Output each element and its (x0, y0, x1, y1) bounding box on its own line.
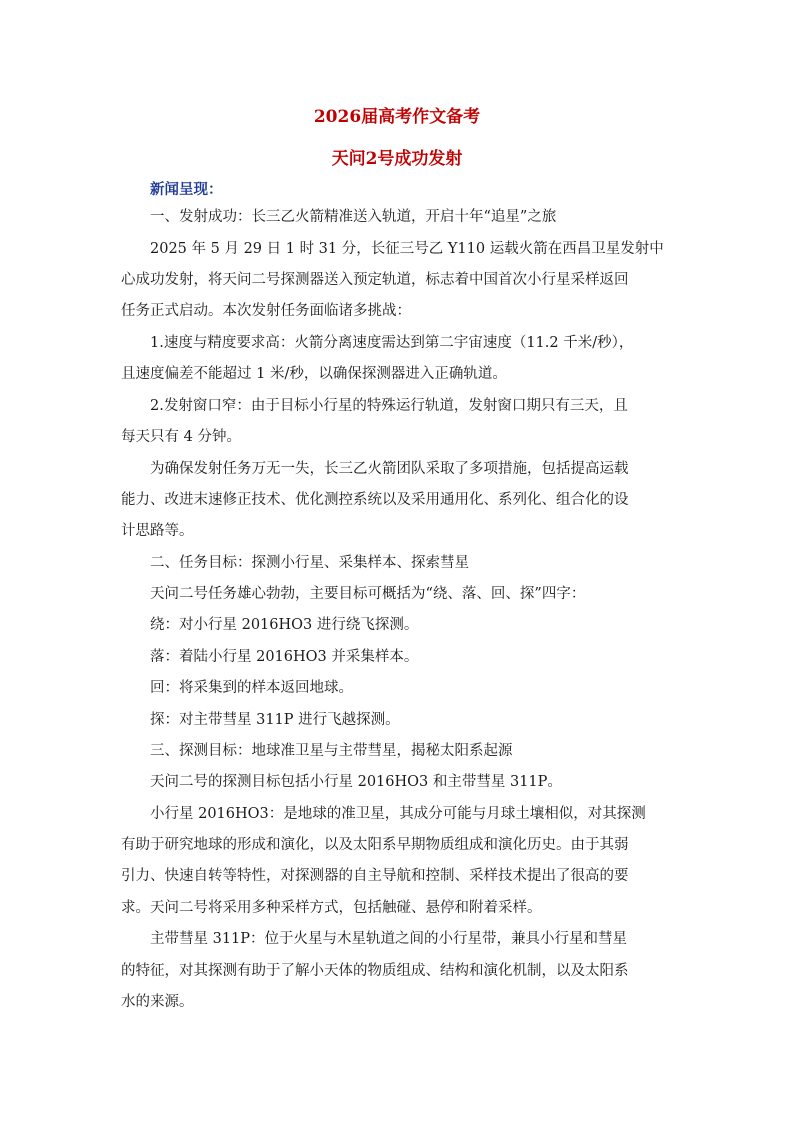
paragraph-line: 1.速度与精度要求高：火箭分离速度需达到第二宇宙速度（11.2 千米/秒）， (150, 335, 634, 351)
paragraph-line: 任务正式启动。本次发射任务面临诸多挑战： (121, 303, 411, 319)
paragraph-line: 有助于研究地球的形成和演化，以及太阳系早期物质组成和演化历史。由于其弱 (121, 837, 629, 853)
heading-mission-goals: 二、任务目标：探测小行星、采集样本、探索彗星 (150, 555, 469, 571)
list-item: 绕：对小行星 2016HO3 进行绕飞探测。 (150, 617, 419, 633)
paragraph-line: 计思路等。 (121, 523, 194, 539)
heading-launch-success: 一、发射成功：长三乙火箭精准送入轨道，开启十年“追星”之旅 (150, 209, 557, 225)
paragraph-line: 为确保发射任务万无一失，长三乙火箭团队采取了多项措施，包括提高运载 (150, 461, 629, 477)
paragraph-line: 引力、快速自转等特性，对探测器的自主导航和控制、采样技术提出了很高的要 (121, 868, 629, 884)
paragraph-line: 水的来源。 (121, 994, 194, 1010)
paragraph-line: 2.发射窗口窄：由于目标小行星的特殊运行轨道，发射窗口期只有三天，且 (150, 398, 628, 414)
document-title: 2026届高考作文备考 (313, 107, 481, 127)
list-item: 探：对主带彗星 311P 进行飞越探测。 (150, 712, 400, 728)
paragraph-line: 主带彗星 311P：位于火星与木星轨道之间的小行星带，兼具小行星和彗星 (150, 931, 628, 947)
paragraph-line: 小行星 2016HO3：是地球的准卫星，其成分可能与月球土壤相似，对其探测 (150, 806, 646, 822)
list-item: 落：着陆小行星 2016HO3 并采集样本。 (150, 649, 419, 665)
paragraph-line: 能力、改进末速修正技术、优化测控系统以及采用通用化、系列化、组合化的设 (121, 492, 629, 508)
paragraph-line: 求。天问二号将采用多种采样方式，包括触碰、悬停和附着采样。 (121, 900, 542, 916)
paragraph-line: 的特征，对其探测有助于了解小天体的物质组成、结构和演化机制，以及太阳系 (121, 963, 629, 979)
paragraph-line: 且速度偏差不能超过 1 米/秒，以确保探测器进入正确轨道。 (121, 366, 507, 382)
paragraph-line: 天问二号的探测目标包括小行星 2016HO3 和主带彗星 311P。 (150, 774, 562, 790)
list-item: 回：将采集到的样本返回地球。 (150, 680, 353, 696)
heading-detection-targets: 三、探测目标：地球准卫星与主带彗星，揭秘太阳系起源 (150, 743, 513, 759)
paragraph-line: 天问二号任务雄心勃勃，主要目标可概括为“绕、落、回、探”四字： (150, 586, 586, 602)
document-subtitle: 天问2号成功发射 (331, 149, 463, 169)
paragraph-line: 每天只有 4 分钟。 (121, 429, 241, 445)
paragraph-line: 心成功发射，将天问二号探测器送入预定轨道，标志着中国首次小行星采样返回 (121, 272, 629, 288)
paragraph-line: 2025 年 5 月 29 日 1 时 31 分，长征三号乙 Y110 运载火箭在西昌卫星发射中 (150, 241, 664, 257)
section-label: 新闻呈现： (150, 181, 223, 198)
